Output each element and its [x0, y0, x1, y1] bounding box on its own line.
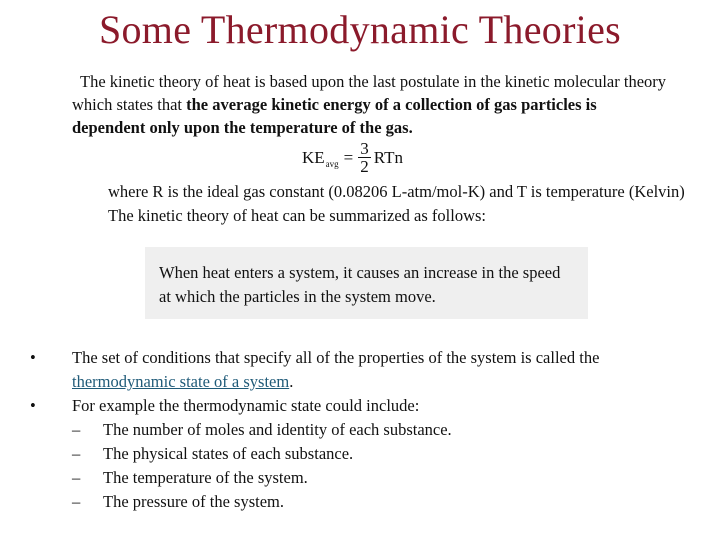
sub-bullet-item — [30, 466, 700, 490]
intro-paragraph — [72, 70, 672, 139]
dash-marker: – — [72, 492, 81, 511]
kinetic-energy-formula — [302, 140, 403, 175]
bullet-1-end: . — [289, 372, 294, 391]
bullet-item — [30, 346, 700, 394]
slide-title: Some Thermodynamic Theories — [98, 7, 622, 52]
sub-bullet-item — [30, 442, 700, 466]
thermodynamic-state-link[interactable]: thermodynamic state of a system — [72, 372, 290, 391]
sub-item-text: The temperature of the system. — [103, 468, 308, 487]
dash-marker: – — [72, 420, 81, 439]
formula-denominator: 2 — [360, 157, 369, 176]
sub-bullet-item — [30, 418, 700, 442]
dash-marker: – — [72, 444, 81, 463]
intro-bold-text: the average kinetic energy of a collection of gas particles is dependent only upon the temperature of the gas. — [72, 95, 597, 137]
sub-item-text: The physical states of each substance. — [103, 444, 354, 463]
formula-lhs-subscript: avg — [325, 158, 339, 169]
intro-plain-text: The kinetic theory of heat is based upon the last postulate in the kinetic molecular theory which states that — [72, 72, 667, 114]
summary-callout: When heat enters a system, it causes an increase in the speed at which the particles in the system move. — [145, 247, 588, 319]
where-paragraph: where R is the ideal gas constant (0.08206 L-atm/mol-K) and T is temperature (Kelvin) The kinetic theory of heat can be summarized as follows: — [108, 182, 685, 225]
bullet-item — [30, 394, 700, 418]
sub-item-text: The number of moles and identity of each substance. — [103, 420, 452, 439]
formula-equals: = — [343, 147, 354, 167]
bullet-2-text: For example the thermodynamic state could include: — [72, 396, 420, 415]
sub-item-text: The pressure of the system. — [103, 492, 284, 511]
formula-lhs: KE — [302, 147, 325, 167]
formula-fraction — [358, 140, 371, 175]
formula-numerator: 3 — [360, 139, 369, 158]
bullet-1-text: The set of conditions that specify all of the properties of the system is called the — [72, 348, 600, 367]
bullet-list — [30, 346, 700, 514]
formula-rhs: RTn — [373, 147, 403, 167]
bullet-marker: • — [30, 396, 36, 415]
sub-bullet-item — [30, 490, 700, 514]
dash-marker: – — [72, 468, 81, 487]
bullet-marker: • — [30, 348, 36, 367]
